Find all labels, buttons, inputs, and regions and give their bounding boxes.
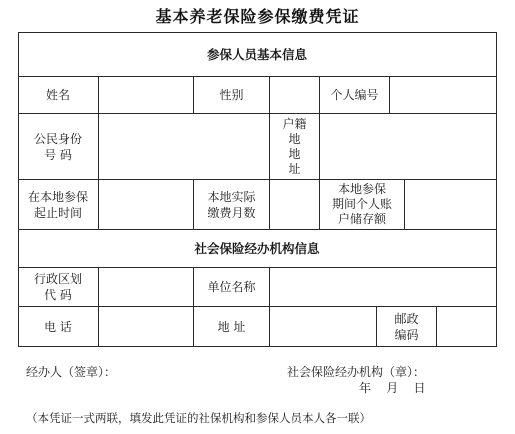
phone-label: 电 话 [44, 319, 72, 334]
account-balance-value[interactable] [405, 180, 496, 229]
address-value[interactable] [270, 307, 376, 346]
hukou-address-value[interactable] [320, 114, 496, 179]
name-label: 姓名 [45, 88, 70, 102]
agency-seal-label: 社会保险经办机构（章）： [287, 365, 426, 379]
phone-value[interactable] [99, 307, 193, 346]
region-code-label: 行政区划 代 码 [33, 272, 82, 302]
table-rule [18, 346, 497, 347]
account-balance-label: 本地参保 期间个人账 户储存额 [331, 182, 392, 226]
unit-name-value[interactable] [270, 268, 496, 306]
personal-number-label: 个人编号 [330, 88, 379, 102]
table-rule [496, 32, 497, 347]
postal-code-value[interactable] [437, 307, 496, 346]
actual-months-value[interactable] [270, 180, 319, 229]
local-start-time-label: 在本地参保 起止时间 [27, 189, 88, 220]
id-number-label: 公民身份 号 码 [33, 131, 82, 162]
gender-label: 性别 [219, 88, 244, 102]
id-number-value[interactable] [99, 114, 269, 179]
region-code-value[interactable] [99, 268, 193, 306]
hukou-address-label: 户籍 地 地 址 [282, 116, 307, 176]
unit-name-label: 单位名称 [207, 280, 256, 294]
address-label: 地 址 [217, 319, 246, 334]
actual-months-label: 本地实际 缴费月数 [207, 189, 256, 220]
section-header-agency: 社会保险经办机构信息 [194, 240, 320, 256]
gender-value[interactable] [270, 77, 319, 113]
local-start-time-value[interactable] [99, 180, 193, 229]
document-title: 基本养老保险参保缴费凭证 [155, 7, 360, 26]
footnote: （本凭证一式两联，填发此凭证的社保机构和参保人员本人各一联） [26, 411, 371, 425]
postal-code-label: 邮政 编码 [394, 311, 419, 342]
handler-signature-label: 经办人（签章）： [26, 365, 117, 379]
personal-number-value[interactable] [390, 77, 496, 113]
section-header-personal: 参保人员基本信息 [206, 46, 307, 62]
name-value[interactable] [99, 77, 193, 113]
date-label: 年 月 日 [359, 381, 426, 395]
